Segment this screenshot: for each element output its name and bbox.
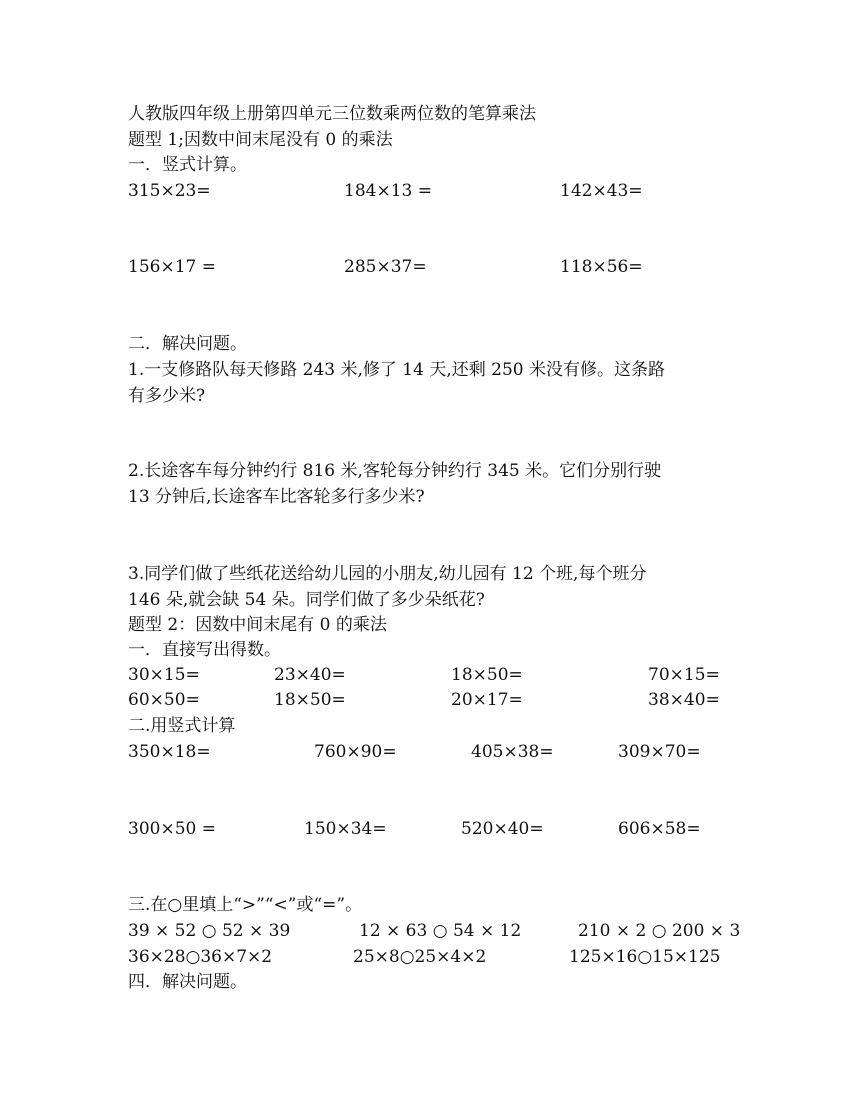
type1-calc-4: 156×17 = <box>128 257 216 277</box>
compare-6: 125×16○15×125 <box>569 947 721 967</box>
word-problem-2-line1: 2.长途客车每分钟约行 816 米,客轮每分钟约行 345 米。它们分别行驶 <box>128 461 662 481</box>
type2-section4-heading: 四．解决问题。 <box>128 972 247 992</box>
type1-calc-3: 142×43= <box>560 181 643 201</box>
word-problem-1-line2: 有多少米? <box>128 386 206 406</box>
type2-section2-heading: 二.用竖式计算 <box>128 716 236 736</box>
type1-calc-5: 285×37= <box>344 257 427 277</box>
vertical-calc-8: 606×58= <box>618 819 701 839</box>
type1-calc-2: 184×13 = <box>344 181 432 201</box>
oral-calc-2: 23×40= <box>274 665 346 685</box>
oral-calc-8: 38×40= <box>648 690 720 710</box>
vertical-calc-5: 300×50 = <box>128 819 216 839</box>
compare-2: 12 × 63 ○ 54 × 12 <box>359 921 522 941</box>
word-problem-1-line1: 1.一支修路队每天修路 243 米,修了 14 天,还剩 250 米没有修。这条路 <box>128 360 665 380</box>
oral-calc-3: 18×50= <box>451 665 523 685</box>
oral-calc-6: 18×50= <box>274 690 346 710</box>
compare-4: 36×28○36×7×2 <box>128 947 273 967</box>
vertical-calc-4: 309×70= <box>618 742 701 762</box>
compare-3: 210 × 2 ○ 200 × 3 <box>578 921 741 941</box>
vertical-calc-7: 520×40= <box>461 819 544 839</box>
oral-calc-4: 70×15= <box>648 665 720 685</box>
word-problem-3-line2: 146 朵,就会缺 54 朵。同学们做了多少朵纸花? <box>128 590 485 610</box>
compare-1: 39 × 52 ○ 52 × 39 <box>128 921 291 941</box>
type1-calc-6: 118×56= <box>560 257 643 277</box>
vertical-calc-2: 760×90= <box>314 742 397 762</box>
type2-section1-heading: 一．直接写出得数。 <box>128 640 281 660</box>
type2-section3-heading: 三.在○里填上“>”“<”或“=”。 <box>128 895 363 915</box>
type1-section1-heading: 一．竖式计算。 <box>128 155 247 175</box>
word-problem-3-line1: 3.同学们做了些纸花送给幼儿园的小朋友,幼儿园有 12 个班,每个班分 <box>128 564 647 584</box>
type1-calc-1: 315×23= <box>128 181 211 201</box>
compare-5: 25×8○25×4×2 <box>353 947 487 967</box>
vertical-calc-1: 350×18= <box>128 742 211 762</box>
vertical-calc-3: 405×38= <box>471 742 554 762</box>
page-title: 人教版四年级上册第四单元三位数乘两位数的笔算乘法 <box>128 104 536 124</box>
type1-section2-heading: 二．解决问题。 <box>128 334 247 354</box>
oral-calc-1: 30×15= <box>128 665 200 685</box>
oral-calc-5: 60×50= <box>128 690 200 710</box>
type2-heading: 题型 2：因数中间末尾有 0 的乘法 <box>128 615 387 635</box>
word-problem-2-line2: 13 分钟后,长途客车比客轮多行多少米? <box>128 487 425 507</box>
vertical-calc-6: 150×34= <box>304 819 387 839</box>
oral-calc-7: 20×17= <box>451 690 523 710</box>
type1-heading: 题型 1;因数中间末尾没有 0 的乘法 <box>128 130 393 150</box>
